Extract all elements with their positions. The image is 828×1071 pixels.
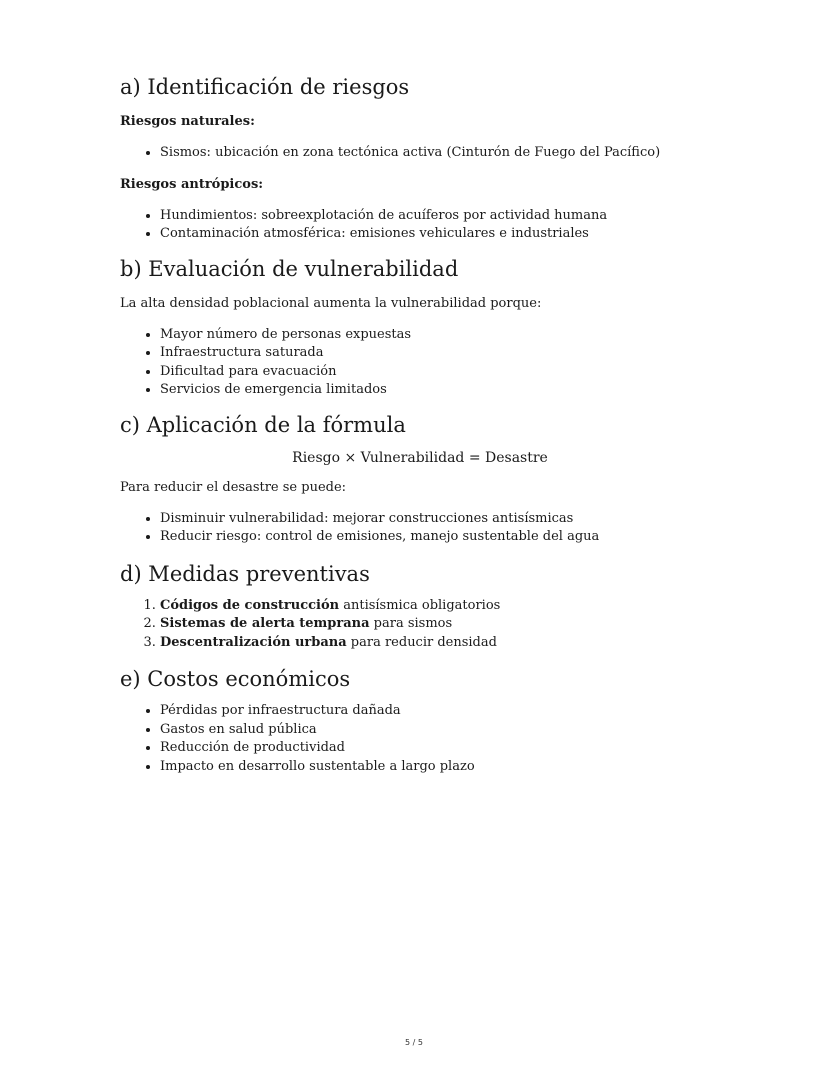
economic-costs-list bbox=[120, 702, 720, 776]
natural-risks-label: Riesgos naturales: bbox=[120, 114, 255, 129]
list-item: • Reducción de productividad bbox=[160, 739, 720, 758]
vulnerability-intro: La alta densidad poblacional aumenta la vulnerabilidad porque: bbox=[120, 295, 542, 311]
measure-bold: Códigos de construcción bbox=[160, 597, 340, 613]
anthropic-risks-label: Riesgos antrópicos: bbox=[120, 176, 264, 192]
section-b-heading: b) Evaluación de vulnerabilidad bbox=[120, 256, 459, 281]
natural-risks-list bbox=[120, 144, 720, 163]
measure-bold: Sistemas de alerta temprana bbox=[160, 616, 370, 631]
preventive-measures-list bbox=[120, 597, 720, 653]
measure-rest: para reducir densidad bbox=[346, 634, 497, 650]
page-number: 5 / 5 bbox=[405, 1038, 423, 1047]
list-item: • Gastos en salud pública bbox=[160, 721, 720, 740]
list-item: • Servicios de emergencia limitados bbox=[160, 381, 720, 400]
list-item: • Sismos: ubicación en zona tectónica activa (Cinturón de Fuego del Pacífico) bbox=[160, 144, 720, 163]
reduction-list bbox=[120, 510, 720, 547]
list-item bbox=[160, 615, 720, 634]
list-item bbox=[160, 597, 720, 616]
risk-formula: Riesgo × Vulnerabilidad = Desastre bbox=[292, 449, 548, 466]
section-c-heading: c) Aplicación de la fórmula bbox=[120, 412, 406, 437]
list-item: • Disminuir vulnerabilidad: mejorar construcciones antisísmicas bbox=[160, 510, 720, 529]
list-item: • Infraestructura saturada bbox=[160, 344, 720, 363]
measure-bold: Descentralización urbana bbox=[160, 634, 347, 650]
section-e-heading: e) Costos económicos bbox=[120, 667, 351, 691]
measure-rest: antisísmica obligatorios bbox=[339, 597, 501, 613]
section-d-heading: d) Medidas preventivas bbox=[120, 561, 370, 586]
list-item: • Reducir riesgo: control de emisiones, manejo sustentable del agua bbox=[160, 528, 720, 547]
list-item bbox=[160, 634, 720, 653]
list-item: • Mayor número de personas expuestas bbox=[160, 326, 720, 345]
list-item: • Pérdidas por infraestructura dañada bbox=[160, 702, 720, 721]
section-a-heading: a) Identificación de riesgos bbox=[120, 75, 410, 99]
document-page bbox=[120, 70, 720, 776]
reduction-intro: Para reducir el desastre se puede: bbox=[120, 479, 347, 495]
list-item: • Contaminación atmosférica: emisiones vehiculares e industriales bbox=[160, 225, 720, 244]
measure-rest: para sismos bbox=[369, 616, 453, 631]
list-item: • Impacto en desarrollo sustentable a largo plazo bbox=[160, 758, 720, 777]
anthropic-risks-list bbox=[120, 207, 720, 244]
vulnerability-list bbox=[120, 326, 720, 400]
list-item: • Hundimientos: sobreexplotación de acuíferos por actividad humana bbox=[160, 207, 720, 226]
list-item: • Dificultad para evacuación bbox=[160, 363, 720, 382]
